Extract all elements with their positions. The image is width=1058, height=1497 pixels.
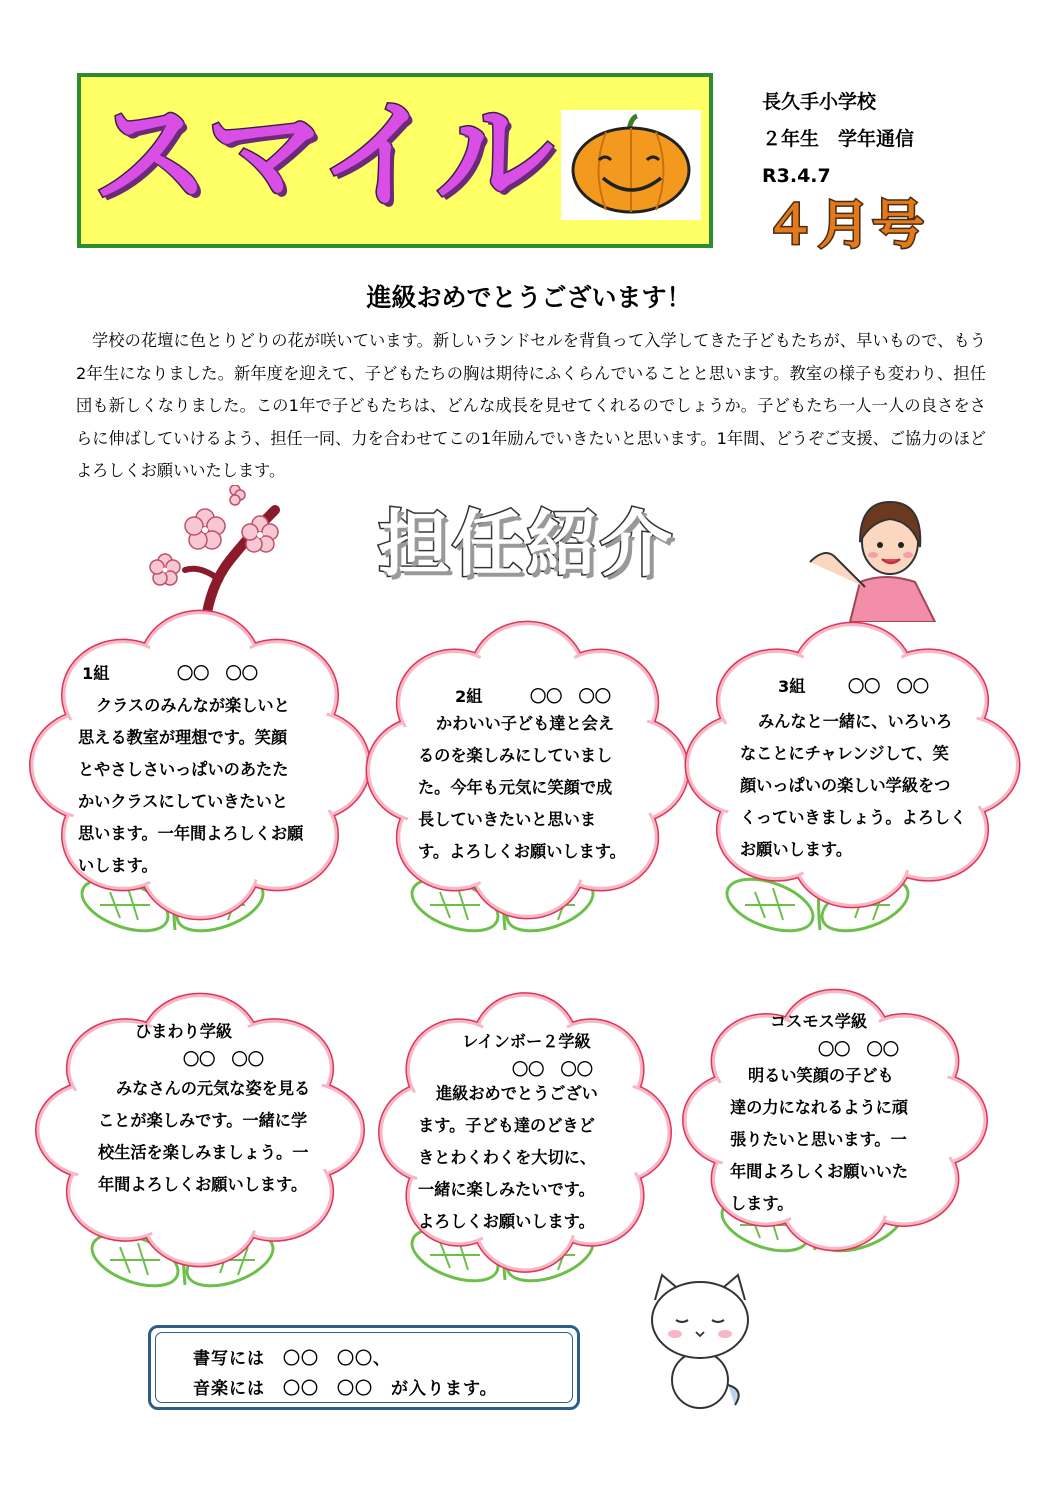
teacher-message-line: 一緒に楽しみたいです。 — [418, 1180, 595, 1199]
teacher-message-line: します。 — [730, 1194, 794, 1213]
teacher-message-line: 明るい笑顔の子ども — [748, 1066, 894, 1085]
teacher-class-label: ひまわり学級 — [135, 1022, 233, 1041]
teacher-message-line: 進級おめでとうござい — [436, 1084, 598, 1103]
teacher-message-line: 張りたいと思います。一 — [730, 1130, 907, 1149]
teacher-message-line: クラスのみんなが楽しいと — [96, 696, 290, 715]
note-music: 音楽には 〇〇 〇〇 が入ります。 — [193, 1379, 498, 1399]
teacher-class-label: レインボー２学級 — [462, 1032, 591, 1051]
teacher-name: 〇〇 〇〇 — [818, 1040, 899, 1059]
newsletter-title: スマイル — [92, 86, 552, 224]
teacher-message-line: いします。 — [78, 856, 158, 875]
issue-date: R3.4.7 — [762, 165, 831, 187]
teacher-message-line: なことにチャレンジして、笑 — [740, 744, 949, 763]
teacher-message-line: 達の力になれるように頑 — [730, 1098, 909, 1117]
teacher-name: 〇〇 〇〇 — [512, 1060, 593, 1079]
teacher-message-line: るのを楽しみにしていまし — [418, 746, 613, 765]
teacher-message-line: す。よろしくお願いします。 — [418, 842, 626, 861]
subject-teacher-note — [148, 1325, 580, 1410]
teacher-message-line: よろしくお願いします。 — [418, 1212, 595, 1231]
grade-newsletter: ２年生 学年通信 — [762, 128, 915, 150]
school-info — [762, 84, 914, 195]
intro-paragraph: 学校の花壇に色とりどりの花が咲いています。新しいランドセルを背負って入学してきた子どもたちが、早いもので、もう2年生になりました。新年度を迎えて、子どもたちの胸は期待にふくらんでいることと思います。教室の様子も変わり、担任団も新しくなりました。この1年で子どもたちは、どんな成長を見せてくれるのでしょうか。子どもたち一人一人の良さをさらに伸ばしていけるよう、担任一同、力を合わせてこの1年励んでいきたいと思います。1年間、どうぞご支援、ご協力のほどよろしくお願いいたします。 — [76, 331, 986, 480]
section-title: 担任紹介 — [378, 502, 675, 586]
teacher-message-line: お願いします。 — [740, 840, 853, 859]
teacher-message-line: 思える教室が理想です。笑顔 — [78, 728, 288, 747]
teacher-message-line: とやさしさいっぱいのあたた — [78, 760, 289, 779]
teacher-message-line: ます。子ども達のどきど — [418, 1116, 595, 1135]
teacher-class-label: 2組 — [455, 687, 483, 706]
teacher-message-line: かわいい子ども達と会え — [436, 714, 615, 733]
headline: 進級おめでとうございます！ — [366, 283, 692, 312]
pumpkin-illustration — [561, 110, 701, 220]
teacher-message-line: 思います。一年間よろしくお願 — [78, 824, 304, 843]
teacher-class-label: コスモス学級 — [770, 1012, 868, 1031]
teacher-message-line: 年間よろしくお願いいた — [730, 1162, 909, 1181]
teacher-illustration — [805, 487, 940, 622]
cat-illustration — [640, 1270, 760, 1410]
teacher-class-label: 3組 — [778, 677, 806, 696]
teacher-name: 〇〇 〇〇 — [177, 664, 258, 683]
teacher-class-label: 1組 — [82, 664, 110, 683]
teacher-message-line: た。今年も元気に笑顔で成 — [418, 778, 613, 797]
school-name: 長久手小学校 — [762, 91, 877, 113]
teacher-message-line: きとわくわくを大切に、 — [418, 1148, 597, 1167]
note-calligraphy: 書写には 〇〇 〇〇、 — [193, 1349, 391, 1369]
teacher-message-line: 顔いっぱいの楽しい学級をつ — [740, 776, 951, 795]
teacher-message-line: みなさんの元気な姿を見る — [116, 1079, 311, 1098]
teacher-message-line: 校生活を楽しみましょう。一 — [98, 1143, 309, 1162]
teacher-message-line: くっていきましょう。よろしく — [740, 808, 967, 827]
teacher-message-line: かいクラスにしていきたいと — [78, 792, 288, 811]
teacher-message-line: 年間よろしくお願いします。 — [98, 1175, 308, 1194]
teacher-name: 〇〇 〇〇 — [183, 1050, 264, 1069]
teacher-message-line: 長していきたいと思いま — [418, 810, 597, 829]
teacher-message-line: ことが楽しみです。一緒に学 — [98, 1111, 308, 1130]
teacher-name: 〇〇 〇〇 — [530, 687, 611, 706]
issue-label: ４月号 — [764, 196, 927, 256]
teacher-name: 〇〇 〇〇 — [848, 677, 929, 696]
teacher-message-line: みんなと一緒に、いろいろ — [758, 712, 953, 731]
cherry-blossom-illustration — [140, 485, 290, 625]
